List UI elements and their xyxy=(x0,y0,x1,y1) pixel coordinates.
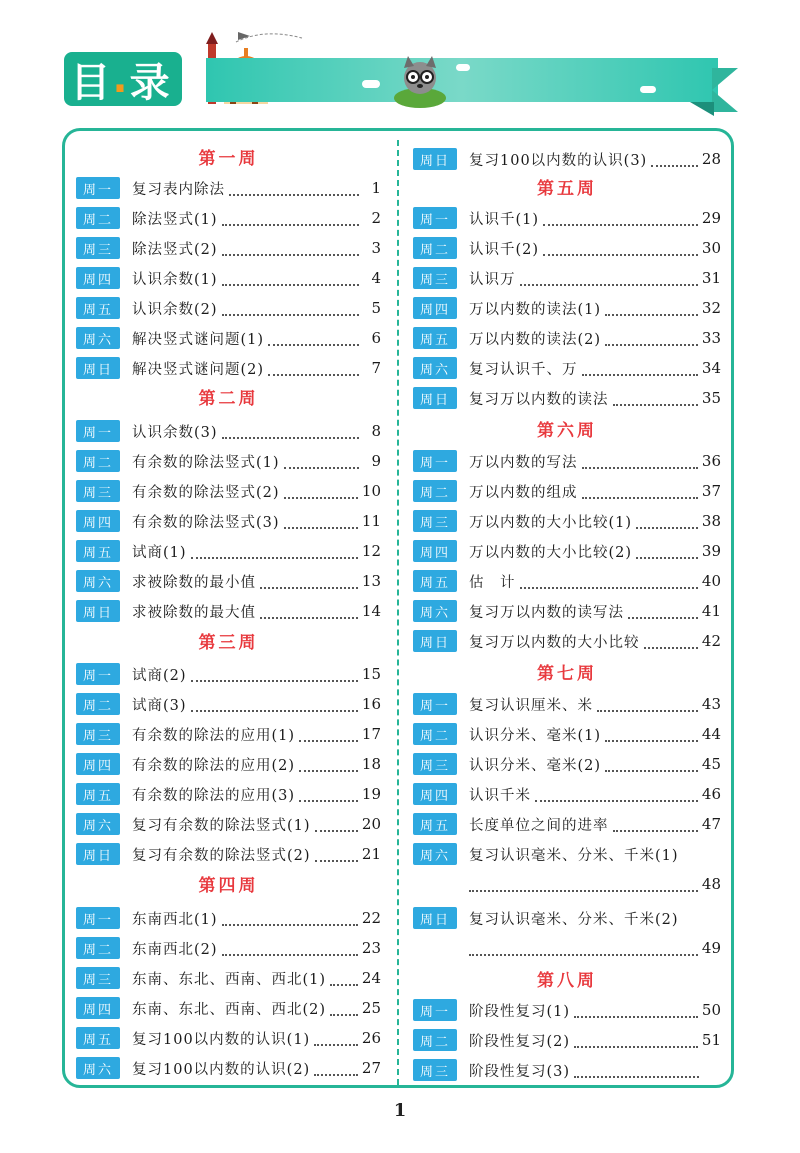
leader-dots xyxy=(605,756,698,772)
toc-entry[interactable] xyxy=(76,569,381,593)
day-badge: 周一 xyxy=(76,907,120,929)
day-badge: 周三 xyxy=(413,510,457,532)
entry-title: 复习有余数的除法竖式(1) xyxy=(132,817,311,834)
day-badge: 周四 xyxy=(76,753,120,775)
toc-entry[interactable] xyxy=(76,936,381,960)
entry-page: 14 xyxy=(361,602,381,620)
toc-entry[interactable] xyxy=(413,906,721,930)
leader-dots xyxy=(644,633,698,649)
toc-entry[interactable] xyxy=(76,356,381,380)
entry-page: 27 xyxy=(361,1059,381,1077)
entry-page: 4 xyxy=(371,269,381,287)
toc-entry-continued xyxy=(413,872,721,896)
leader-dots xyxy=(314,1060,358,1076)
entry-title: 万以内数的写法 xyxy=(469,454,578,471)
page-title xyxy=(64,52,182,106)
leader-dots xyxy=(222,910,358,926)
toc-entry[interactable] xyxy=(413,147,721,171)
entry-title: 有余数的除法的应用(1) xyxy=(132,727,296,744)
toc-entry[interactable] xyxy=(413,539,721,563)
column-divider xyxy=(397,140,399,1085)
entry-title: 东南、东北、西南、西北(2) xyxy=(132,1001,327,1018)
entry-title: 有余数的除法竖式(2) xyxy=(132,484,280,501)
entry-page: 21 xyxy=(361,845,381,863)
entry-title: 估 计 xyxy=(469,574,516,591)
toc-entry[interactable] xyxy=(76,996,381,1020)
toc-entry[interactable] xyxy=(76,662,381,686)
entry-page: 26 xyxy=(361,1029,381,1047)
entry-title: 试商(3) xyxy=(132,697,187,714)
toc-entry[interactable] xyxy=(413,479,721,503)
day-badge: 周三 xyxy=(76,967,120,989)
week-heading: 第七周 xyxy=(537,664,597,684)
entry-page: 30 xyxy=(701,239,721,257)
entry-page: 2 xyxy=(371,209,381,227)
toc-entry[interactable] xyxy=(76,509,381,533)
day-badge: 周四 xyxy=(76,267,120,289)
toc-entry[interactable] xyxy=(413,449,721,473)
entry-title: 有余数的除法的应用(3) xyxy=(132,787,296,804)
entry-page: 32 xyxy=(701,299,721,317)
toc-entry[interactable] xyxy=(76,539,381,563)
leader-dots xyxy=(222,940,358,956)
entry-title: 万以内数的大小比较(2) xyxy=(469,544,633,561)
leader-dots xyxy=(605,300,698,316)
week-heading: 第四周 xyxy=(198,876,259,896)
toc-entry[interactable] xyxy=(76,599,381,623)
entry-title: 复习有余数的除法竖式(2) xyxy=(132,847,311,864)
entry-title: 东南西北(2) xyxy=(132,941,218,958)
day-badge: 周四 xyxy=(413,783,457,805)
toc-entry[interactable] xyxy=(413,356,721,380)
leader-dots xyxy=(574,1032,698,1048)
day-badge: 周六 xyxy=(413,600,457,622)
day-badge: 周三 xyxy=(76,723,120,745)
entry-title: 认识万 xyxy=(469,271,516,288)
entry-title: 复习100以内数的认识(3) xyxy=(469,152,648,169)
entry-title: 认识千米 xyxy=(469,787,531,804)
entry-title: 认识千(1) xyxy=(469,211,540,228)
entry-title: 阶段性复习(2) xyxy=(469,1033,571,1050)
leader-dots xyxy=(651,151,698,167)
toc-entry[interactable] xyxy=(413,782,721,806)
entry-title: 认识分米、毫米(2) xyxy=(469,757,602,774)
toc-entry[interactable] xyxy=(413,386,721,410)
day-badge: 周六 xyxy=(76,813,120,835)
leader-dots xyxy=(284,513,358,529)
leader-dots xyxy=(330,1000,358,1016)
day-badge: 周一 xyxy=(413,693,457,715)
entry-title: 复习万以内数的读写法 xyxy=(469,604,624,621)
toc-entry[interactable] xyxy=(76,752,381,776)
leader-dots xyxy=(605,330,698,346)
leader-dots xyxy=(330,970,358,986)
leader-dots xyxy=(636,513,698,529)
day-badge: 周五 xyxy=(76,783,120,805)
entry-title: 复习认识厘米、米 xyxy=(469,697,593,714)
entry-title: 试商(1) xyxy=(132,544,187,561)
toc-entry[interactable] xyxy=(413,752,721,776)
entry-title: 除法竖式(2) xyxy=(132,241,218,258)
leader-dots xyxy=(191,696,358,712)
day-badge: 周五 xyxy=(76,540,120,562)
leader-dots xyxy=(574,1062,699,1078)
toc-entry[interactable] xyxy=(76,449,381,473)
entry-title: 有余数的除法竖式(3) xyxy=(132,514,280,531)
entry-title: 认识余数(2) xyxy=(132,301,218,318)
day-badge: 周二 xyxy=(76,450,120,472)
page-number: 1 xyxy=(393,1100,407,1121)
toc-entry[interactable] xyxy=(413,569,721,593)
leader-dots xyxy=(582,483,698,499)
entry-page: 9 xyxy=(371,452,381,470)
toc-entry[interactable] xyxy=(413,998,721,1022)
day-badge: 周三 xyxy=(76,480,120,502)
leader-dots xyxy=(574,1002,698,1018)
entry-page: 17 xyxy=(361,725,381,743)
toc-entry[interactable] xyxy=(76,206,381,230)
entry-page: 10 xyxy=(361,482,381,500)
entry-title: 认识余数(3) xyxy=(132,424,218,441)
leader-dots xyxy=(222,423,359,439)
toc-entry[interactable] xyxy=(413,842,721,866)
leader-dots xyxy=(315,846,358,862)
day-badge: 周五 xyxy=(413,813,457,835)
entry-page: 33 xyxy=(701,329,721,347)
entry-page: 31 xyxy=(701,269,721,287)
toc-entry[interactable] xyxy=(76,266,381,290)
title-dot: . xyxy=(112,56,134,102)
entry-page: 6 xyxy=(371,329,381,347)
leader-dots xyxy=(191,543,358,559)
entry-page: 48 xyxy=(701,875,721,893)
toc-entry[interactable] xyxy=(76,296,381,320)
entry-title: 复习万以内数的读法 xyxy=(469,391,609,408)
day-badge: 周二 xyxy=(76,693,120,715)
entry-title: 复习100以内数的认识(2) xyxy=(132,1061,311,1078)
leader-dots xyxy=(469,876,698,892)
day-badge: 周六 xyxy=(76,327,120,349)
entry-title: 解决竖式谜问题(1) xyxy=(132,331,265,348)
entry-title: 阶段性复习(1) xyxy=(469,1003,571,1020)
entry-title: 万以内数的读法(2) xyxy=(469,331,602,348)
day-badge: 周四 xyxy=(413,297,457,319)
entry-page: 40 xyxy=(701,572,721,590)
leader-dots xyxy=(613,816,698,832)
entry-page: 29 xyxy=(701,209,721,227)
cloud-decoration xyxy=(362,80,380,88)
day-badge: 周二 xyxy=(413,480,457,502)
entry-page: 42 xyxy=(701,632,721,650)
leader-dots xyxy=(284,483,358,499)
entry-page: 18 xyxy=(361,755,381,773)
leader-dots xyxy=(222,240,359,256)
entry-page: 22 xyxy=(361,909,381,927)
leader-dots xyxy=(268,360,359,376)
day-badge: 周二 xyxy=(76,937,120,959)
leader-dots xyxy=(543,210,698,226)
cloud-decoration xyxy=(456,64,470,71)
entry-page: 34 xyxy=(701,359,721,377)
entry-page: 41 xyxy=(701,602,721,620)
entry-page: 16 xyxy=(361,695,381,713)
title-char-2: 录 xyxy=(129,59,176,106)
toc-entry[interactable] xyxy=(413,206,721,230)
day-badge: 周二 xyxy=(413,723,457,745)
entry-page: 37 xyxy=(701,482,721,500)
leader-dots xyxy=(605,726,698,742)
toc-entry[interactable] xyxy=(76,176,381,200)
entry-page: 25 xyxy=(361,999,381,1017)
airplane-icon xyxy=(234,24,304,48)
leader-dots xyxy=(582,360,698,376)
entry-title: 复习万以内数的大小比较 xyxy=(469,634,640,651)
toc-entry[interactable] xyxy=(76,479,381,503)
entry-page: 1 xyxy=(371,179,381,197)
entry-page: 11 xyxy=(361,512,381,530)
toc-entry[interactable] xyxy=(76,692,381,716)
entry-title: 认识分米、毫米(1) xyxy=(469,727,602,744)
day-badge: 周一 xyxy=(413,207,457,229)
ribbon-fold xyxy=(690,102,714,116)
toc-entry[interactable] xyxy=(413,1028,721,1052)
week-heading: 第二周 xyxy=(198,389,259,409)
leader-dots xyxy=(191,666,358,682)
toc-entry[interactable] xyxy=(413,266,721,290)
entry-title: 有余数的除法的应用(2) xyxy=(132,757,296,774)
entry-page: 13 xyxy=(361,572,381,590)
toc-entry[interactable] xyxy=(76,842,381,866)
cloud-decoration xyxy=(640,86,656,93)
toc-entry[interactable] xyxy=(413,722,721,746)
week-heading: 第一周 xyxy=(198,149,259,169)
leader-dots xyxy=(636,543,698,559)
entry-title: 长度单位之间的进率 xyxy=(469,817,609,834)
day-badge: 周三 xyxy=(413,267,457,289)
toc-entry[interactable] xyxy=(413,326,721,350)
day-badge: 周日 xyxy=(76,843,120,865)
entry-page: 49 xyxy=(701,939,721,957)
entry-page: 20 xyxy=(361,815,381,833)
toc-entry[interactable] xyxy=(413,236,721,260)
entry-page: 45 xyxy=(701,755,721,773)
leader-dots xyxy=(260,573,358,589)
leader-dots xyxy=(299,756,358,772)
entry-page: 47 xyxy=(701,815,721,833)
leader-dots xyxy=(520,270,698,286)
week-heading: 第五周 xyxy=(537,179,597,199)
toc-entry[interactable] xyxy=(76,326,381,350)
day-badge: 周五 xyxy=(76,1027,120,1049)
day-badge: 周四 xyxy=(413,540,457,562)
entry-page: 23 xyxy=(361,939,381,957)
toc-entry[interactable] xyxy=(413,692,721,716)
toc-entry[interactable] xyxy=(413,1058,721,1082)
day-badge: 周一 xyxy=(413,999,457,1021)
leader-dots xyxy=(628,603,698,619)
toc-entry[interactable] xyxy=(76,1026,381,1050)
entry-page: 28 xyxy=(701,150,721,168)
day-badge: 周日 xyxy=(76,357,120,379)
day-badge: 周四 xyxy=(76,997,120,1019)
day-badge: 周日 xyxy=(413,630,457,652)
leader-dots xyxy=(543,240,698,256)
toc-entry[interactable] xyxy=(76,722,381,746)
toc-entry[interactable] xyxy=(413,296,721,320)
day-badge: 周三 xyxy=(413,753,457,775)
leader-dots xyxy=(314,1030,358,1046)
entry-title: 求被除数的最大值 xyxy=(132,604,256,621)
entry-page: 43 xyxy=(701,695,721,713)
entry-title: 万以内数的组成 xyxy=(469,484,578,501)
day-badge: 周二 xyxy=(413,1029,457,1051)
day-badge: 周二 xyxy=(76,207,120,229)
day-badge: 周三 xyxy=(76,237,120,259)
leader-dots xyxy=(469,940,698,956)
raccoon-mascot-icon xyxy=(392,54,448,108)
day-badge: 周五 xyxy=(413,570,457,592)
day-badge: 周一 xyxy=(76,177,120,199)
day-badge: 周日 xyxy=(413,387,457,409)
toc-entry[interactable] xyxy=(413,599,721,623)
entry-page: 24 xyxy=(361,969,381,987)
leader-dots xyxy=(520,573,698,589)
toc-entry[interactable] xyxy=(76,966,381,990)
entry-title: 认识余数(1) xyxy=(132,271,218,288)
day-badge: 周五 xyxy=(413,327,457,349)
entry-title: 复习100以内数的认识(1) xyxy=(132,1031,311,1048)
day-badge: 周日 xyxy=(413,907,457,929)
entry-title: 复习认识毫米、分米、千米(2) xyxy=(469,911,679,928)
day-badge: 周日 xyxy=(413,148,457,170)
entry-page: 38 xyxy=(701,512,721,530)
toc-entry[interactable] xyxy=(76,782,381,806)
week-heading: 第六周 xyxy=(537,421,597,441)
entry-title: 复习表内除法 xyxy=(132,181,225,198)
leader-dots xyxy=(268,330,359,346)
entry-page: 44 xyxy=(701,725,721,743)
leader-dots xyxy=(597,696,698,712)
entry-page: 46 xyxy=(701,785,721,803)
leader-dots xyxy=(299,726,358,742)
day-badge: 周四 xyxy=(76,510,120,532)
leader-dots xyxy=(315,816,358,832)
entry-page: 35 xyxy=(701,389,721,407)
entry-title: 复习认识千、万 xyxy=(469,361,578,378)
day-badge: 周一 xyxy=(413,450,457,472)
entry-title: 万以内数的大小比较(1) xyxy=(469,514,633,531)
entry-page: 7 xyxy=(371,359,381,377)
leader-dots xyxy=(222,210,359,226)
leader-dots xyxy=(260,603,358,619)
day-badge: 周日 xyxy=(76,600,120,622)
leader-dots xyxy=(284,453,359,469)
toc-entry[interactable] xyxy=(413,509,721,533)
day-badge: 周五 xyxy=(76,297,120,319)
entry-title: 求被除数的最小值 xyxy=(132,574,256,591)
entry-page: 39 xyxy=(701,542,721,560)
entry-title: 阶段性复习(3) xyxy=(469,1063,571,1080)
header xyxy=(0,0,800,125)
toc-entry[interactable] xyxy=(76,419,381,443)
week-heading: 第八周 xyxy=(537,971,597,991)
title-char-1: 目 xyxy=(70,59,117,106)
entry-title: 认识千(2) xyxy=(469,241,540,258)
toc-entry[interactable] xyxy=(413,629,721,653)
day-badge: 周六 xyxy=(76,1057,120,1079)
toc-entry[interactable] xyxy=(76,812,381,836)
entry-page: 36 xyxy=(701,452,721,470)
day-badge: 周六 xyxy=(413,843,457,865)
toc-entry[interactable] xyxy=(413,812,721,836)
entry-page: 50 xyxy=(701,1001,721,1019)
leader-dots xyxy=(613,390,698,406)
entry-page: 5 xyxy=(371,299,381,317)
day-badge: 周六 xyxy=(76,570,120,592)
leader-dots xyxy=(222,300,359,316)
leader-dots xyxy=(535,786,698,802)
entry-title: 万以内数的读法(1) xyxy=(469,301,602,318)
entry-page: 19 xyxy=(361,785,381,803)
entry-page: 12 xyxy=(361,542,381,560)
entry-title: 除法竖式(1) xyxy=(132,211,218,228)
entry-title: 解决竖式谜问题(2) xyxy=(132,361,265,378)
entry-title: 东南、东北、西南、西北(1) xyxy=(132,971,327,988)
toc-entry-continued xyxy=(413,936,721,960)
toc-entry[interactable] xyxy=(76,236,381,260)
entry-title: 东南西北(1) xyxy=(132,911,218,928)
entry-page: 3 xyxy=(371,239,381,257)
toc-entry[interactable] xyxy=(76,1056,381,1080)
toc-entry[interactable] xyxy=(76,906,381,930)
entry-page: 8 xyxy=(371,422,381,440)
entry-title: 有余数的除法竖式(1) xyxy=(132,454,280,471)
entry-page: 15 xyxy=(361,665,381,683)
day-badge: 周二 xyxy=(413,237,457,259)
leader-dots xyxy=(582,453,698,469)
leader-dots xyxy=(299,786,358,802)
leader-dots xyxy=(229,180,359,196)
entry-title: 试商(2) xyxy=(132,667,187,684)
week-heading: 第三周 xyxy=(198,633,259,653)
day-badge: 周六 xyxy=(413,357,457,379)
entry-page: 51 xyxy=(701,1031,721,1049)
leader-dots xyxy=(222,270,359,286)
day-badge: 周一 xyxy=(76,663,120,685)
entry-title: 复习认识毫米、分米、千米(1) xyxy=(469,847,679,864)
ribbon-tail xyxy=(712,68,738,112)
day-badge: 周一 xyxy=(76,420,120,442)
day-badge: 周三 xyxy=(413,1059,457,1081)
